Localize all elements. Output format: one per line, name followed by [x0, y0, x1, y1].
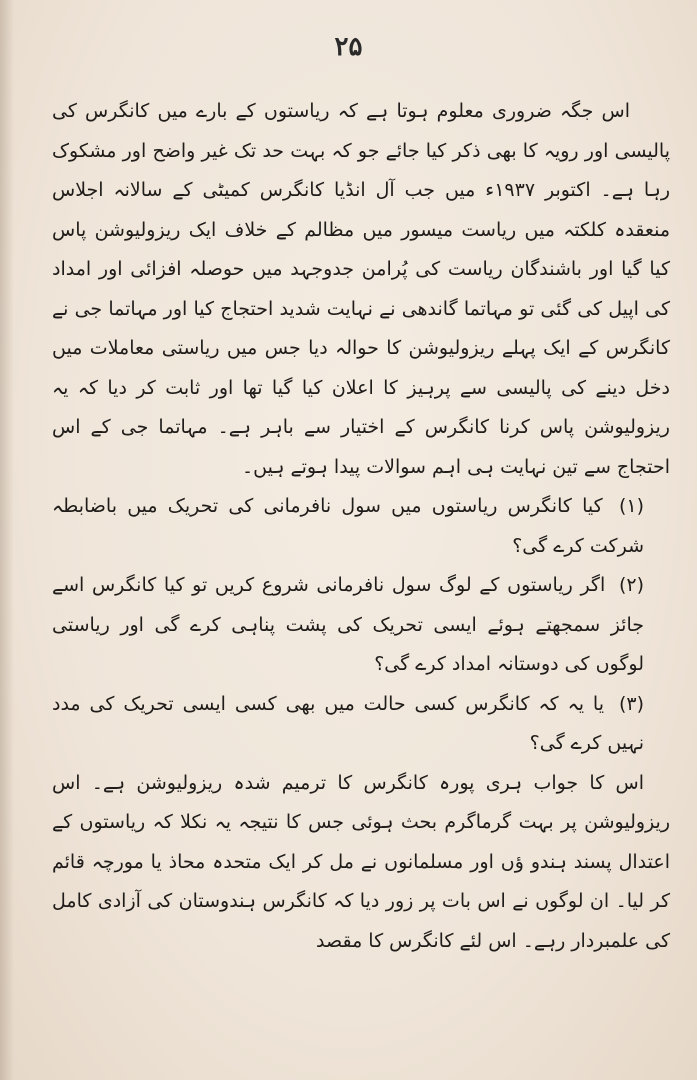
page-number: ۲۵	[334, 32, 363, 62]
question-number: (۳)	[618, 692, 644, 715]
question-text: اگر ریاستوں کے لوگ سول نافرمانی شروع کریں تو کیا کانگرس اسے جائز سمجھتے ہوئے ایسی تحریک کی پشت پناہی کرے گی اور ریاستی لوگوں کی دوستانہ امداد کرے گی؟	[52, 574, 644, 675]
question-text: کیا کانگرس ریاستوں میں سول نافرمانی کی تحریک میں باضابطہ شرکت کرے گی؟	[52, 495, 644, 557]
intro-paragraph: اس جگہ ضروری معلوم ہوتا ہے کہ ریاستوں کے بارے میں کانگرس کی پالیسی اور رویہ کا بھی ذکر کیا جائے جو کہ بہت حد تک غیر واضح اور مشکوک رہا ہے۔ اکتوبر ۱۹۳۷ء میں جب آل انڈیا کانگرس کمیٹی کے سالانہ اجلاس منعقدہ کلکتہ میں ریاست میسور میں مظالم کے خلاف ایک ریزولیوشن پاس کیا گیا اور باشندگان ریاست کی پُرامن جدوجہد میں حوصلہ افزائی اور امداد کی اپیل کی گئی تو مہاتما گاندھی نے نہایت شدید احتجاج کیا اور مہاتما جی نے کانگرس کے ایک پہلے ریزولیوشن کا حوالہ دیا جس میں ریاستی معاملات میں دخل دینے کی پالیسی سے پرہیز کا اعلان کیا گیا تھا اور ثابت کر دیا کہ یہ ریزولیوشن پاس کرنا کانگرس کے اختیار سے باہر ہے۔ مہاتما جی کے اس احتجاج سے تین نہایت ہی اہم سوالات پیدا ہوتے ہیں۔	[52, 100, 670, 478]
question-item	[52, 685, 670, 764]
question-number: (۱)	[618, 495, 644, 517]
question-item	[52, 487, 670, 566]
question-text: یا یہ کہ کانگرس کسی حالت میں بھی کسی ایسی تحریک کی مدد نہیں کرے گی؟	[52, 692, 644, 754]
question-item	[52, 566, 670, 685]
answer-paragraph: اس کا جواب ہری پورہ کانگرس کا ترمیم شدہ ریزولیوشن ہے۔ اس ریزولیوشن پر بہت گرماگرم بحث ہوئی جس کا نتیجہ یہ نکلا کہ ریاستوں کے اعتدال پسند ہندو ؤں اور مسلمانوں نے مل کر ایک متحدہ محاذ یا مورچہ قائم کر لیا۔ ان لوگوں نے اس بات پر زور دیا کہ کانگرس ہندوستان کی آزادی کامل کی علمبردار رہے۔ اس لئے کانگرس کا مقصد	[52, 771, 670, 952]
page-body	[52, 92, 670, 961]
question-number: (۲)	[618, 574, 644, 596]
page-edge-shadow	[0, 0, 14, 1080]
